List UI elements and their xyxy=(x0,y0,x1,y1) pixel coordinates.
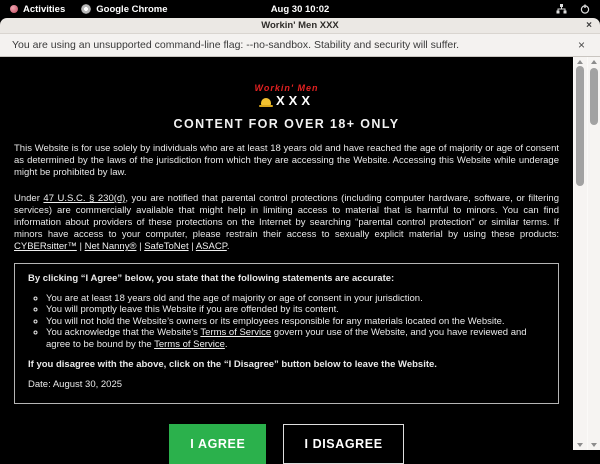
link-separator: | xyxy=(189,241,196,252)
para2-prefix: Under xyxy=(14,193,43,204)
agreement-bullet xyxy=(46,327,545,350)
terms-of-service-link[interactable]: Terms of Service xyxy=(154,339,225,350)
cybersitter-link[interactable]: CYBERsitter™ xyxy=(14,241,77,252)
infobar-close-icon[interactable]: × xyxy=(575,38,588,52)
agreement-bullet: ◦ You will not hold the Website’s owners or its employees responsible for any materials located on the Website. xyxy=(46,316,545,328)
logo-xxx-text: XXX xyxy=(276,94,314,107)
scrollbar-area xyxy=(573,57,600,450)
scroll-up-arrow-icon[interactable] xyxy=(577,60,583,64)
bullet4-prefix: You acknowledge that the Website’s xyxy=(46,327,200,338)
consent-buttons-row xyxy=(14,424,559,464)
window-scrollbar[interactable] xyxy=(587,57,600,450)
para2-period: . xyxy=(227,241,230,252)
agreement-bullet-list xyxy=(28,293,545,351)
parental-controls-paragraph xyxy=(14,193,559,253)
agreement-intro: By clicking “I Agree” below, you state that the following statements are accurate: xyxy=(28,273,545,285)
scroll-up-arrow-icon[interactable] xyxy=(591,60,597,64)
law-link[interactable]: 47 U.S.C. § 230(d) xyxy=(43,193,125,204)
agreement-box xyxy=(14,263,559,405)
window-close-icon[interactable]: × xyxy=(586,18,592,33)
page-title: CONTENT FOR OVER 18+ ONLY xyxy=(14,117,559,131)
logo-name-text: Workin' Men xyxy=(14,84,559,93)
page-content xyxy=(0,57,600,450)
chrome-infobar xyxy=(0,33,600,57)
terms-of-service-link[interactable]: Terms of Service xyxy=(200,327,271,338)
scroll-down-arrow-icon[interactable] xyxy=(577,443,583,447)
i-agree-button[interactable]: I AGREE xyxy=(169,424,266,464)
agreement-bullet: ◦ You will promptly leave this Website if you are offended by its content. xyxy=(46,304,545,316)
hard-hat-icon xyxy=(259,98,273,107)
system-top-bar xyxy=(0,0,600,18)
age-statement-paragraph: This Website is for use solely by individuals who are at least 18 years old and have reached the age of majority or age of consent as determined by the laws of the jurisdiction from which they are accessing the Website. Accessing this Website while underage might be prohibited by law. xyxy=(14,143,559,179)
bullet4-period: . xyxy=(225,339,228,350)
bullet4-middle: govern your use of the Website, and you have reviewed and agree to be bound by the xyxy=(46,327,527,350)
clock xyxy=(0,4,600,15)
app-menu-label: Google Chrome xyxy=(96,4,167,15)
site-logo[interactable] xyxy=(14,57,559,107)
date-line: Date: August 30, 2025 xyxy=(28,379,545,390)
link-separator: | xyxy=(136,241,144,252)
page-scrollbar[interactable] xyxy=(573,57,587,450)
window-scrollbar-thumb[interactable] xyxy=(590,68,598,125)
scroll-down-arrow-icon[interactable] xyxy=(591,443,597,447)
i-disagree-button[interactable]: I DISAGREE xyxy=(283,424,403,464)
clock-label[interactable]: Aug 30 10:02 xyxy=(271,4,330,15)
para2-body: , you are notified that parental control protections (including computer hardware, software, or filtering services) are commercially available that might help in limiting access to material that is harmful to minors. You can find information about providers of these protections on the Internet by searching “parental control protection” or similar terms. If minors have access to your computer, please restrain their access to sexually explicit material by using these products: xyxy=(14,193,559,240)
page-scrollbar-thumb[interactable] xyxy=(576,66,584,186)
agreement-bullet: ◦ You are at least 18 years old and the age of majority or age of consent in your jurisdiction. xyxy=(46,293,545,305)
netnanny-link[interactable]: Net Nanny® xyxy=(85,241,137,252)
activities-label: Activities xyxy=(23,4,65,15)
window-title: Workin' Men XXX xyxy=(261,20,339,31)
window-title-bar[interactable] xyxy=(0,18,600,33)
infobar-message: You are using an unsupported command-line flag: --no-sandbox. Stability and security will suffer. xyxy=(12,39,575,51)
safetonet-link[interactable]: SafeToNet xyxy=(144,241,188,252)
link-separator: | xyxy=(77,241,85,252)
asacp-link[interactable]: ASACP xyxy=(196,241,227,252)
disagree-instruction: If you disagree with the above, click on the “I Disagree” button below to leave the Website. xyxy=(28,359,545,370)
